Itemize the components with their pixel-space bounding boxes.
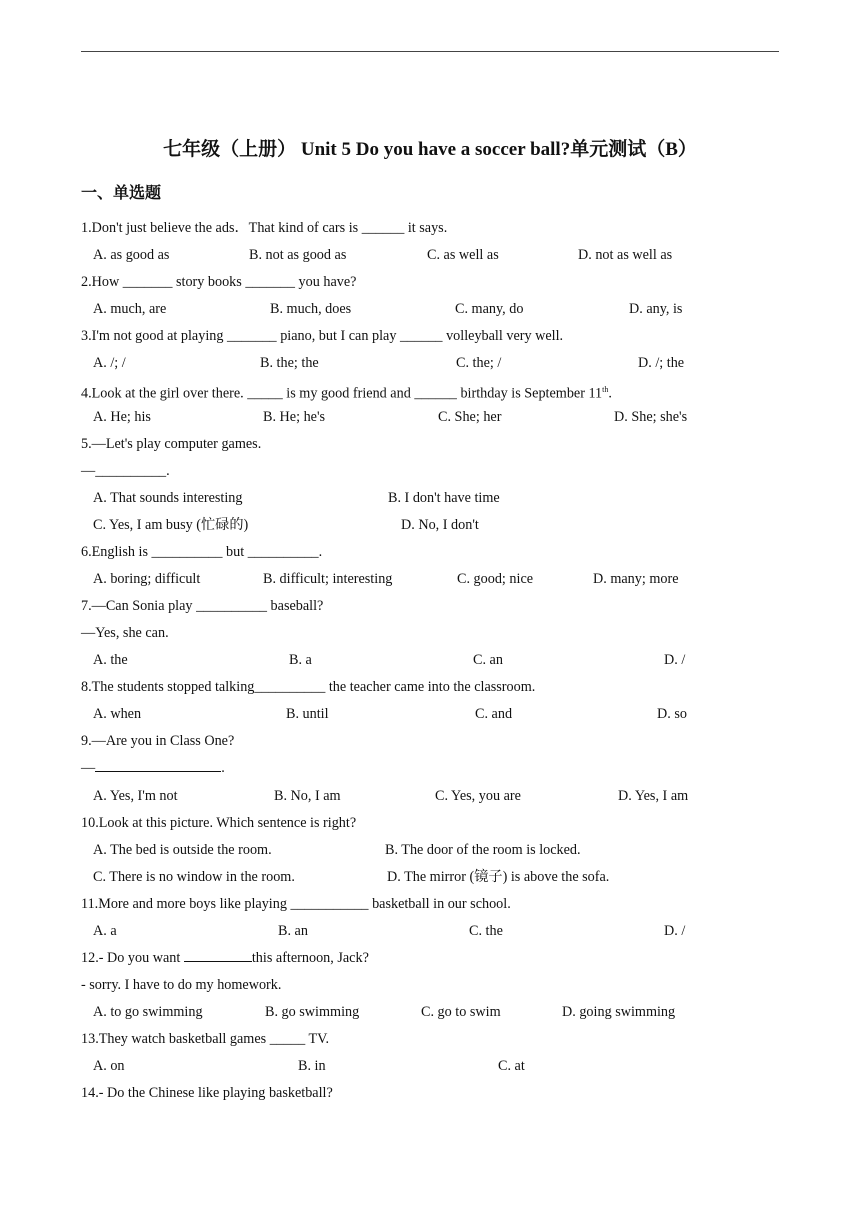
q6-option-d[interactable]: D. many; more — [593, 571, 679, 587]
q11-option-a[interactable]: A. a — [93, 923, 117, 939]
q7-option-b[interactable]: B. a — [289, 652, 312, 668]
question-14: 14.- Do the Chinese like playing basketball? — [81, 1085, 333, 1101]
q7-option-d[interactable]: D. / — [664, 652, 686, 668]
q11-option-c[interactable]: C. the — [469, 923, 503, 939]
q6-option-b[interactable]: B. difficult; interesting — [263, 571, 393, 587]
q2-option-a[interactable]: A. much, are — [93, 301, 167, 317]
q7-option-a[interactable]: A. the — [93, 652, 128, 668]
section-heading: 一、单选题 — [81, 183, 162, 202]
q5-option-d[interactable]: D. No, I don't — [401, 517, 479, 533]
q3-option-c[interactable]: C. the; / — [456, 355, 502, 371]
page-title: 七年级（上册） Unit 5 Do you have a soccer ball?单元测试（B） — [163, 139, 697, 160]
q2-option-c[interactable]: C. many, do — [455, 301, 524, 317]
q12-option-c[interactable]: C. go to swim — [421, 1004, 501, 1020]
q3-option-a[interactable]: A. /; / — [93, 355, 126, 371]
q6-option-c[interactable]: C. good; nice — [457, 571, 534, 587]
q13-option-a[interactable]: A. on — [93, 1058, 125, 1074]
question-4: 4.Look at the girl over there. _____ is my good friend and ______ birthday is September 11th. — [81, 385, 612, 402]
q9-option-b[interactable]: B. No, I am — [274, 788, 341, 804]
question-13: 13.They watch basketball games _____ TV. — [81, 1031, 330, 1047]
question-8: 8.The students stopped talking__________ the teacher came into the classroom. — [81, 679, 536, 695]
q9-option-a[interactable]: A. Yes, I'm not — [93, 788, 178, 804]
answer-blank — [95, 758, 221, 772]
q13-option-c[interactable]: C. at — [498, 1058, 525, 1074]
q1-option-c[interactable]: C. as well as — [427, 247, 499, 263]
q12-option-d[interactable]: D. going swimming — [562, 1004, 676, 1020]
q12-option-a[interactable]: A. to go swimming — [93, 1004, 203, 1020]
q10-option-d[interactable]: D. The mirror (镜子) is above the sofa. — [387, 869, 610, 885]
question-12: 12.- Do you want this afternoon, Jack? — [81, 950, 369, 966]
q8-option-b[interactable]: B. until — [286, 706, 329, 722]
question-9-answer-line: — . — [81, 760, 225, 776]
question-12-answer-line: - sorry. I have to do my homework. — [81, 977, 282, 993]
q2-option-d[interactable]: D. any, is — [629, 301, 683, 317]
question-1: 1.Don't just believe the ads．That kind of cars is ______ it says. — [81, 220, 448, 236]
q1-option-b[interactable]: B. not as good as — [249, 247, 347, 263]
q3-option-d[interactable]: D. /; the — [638, 355, 685, 371]
header-rule — [81, 51, 779, 52]
q10-option-a[interactable]: A. The bed is outside the room. — [93, 842, 272, 858]
question-5-answer-line: —__________. — [81, 463, 170, 479]
q6-option-a[interactable]: A. boring; difficult — [93, 571, 201, 587]
question-10: 10.Look at this picture. Which sentence is right? — [81, 815, 357, 831]
q5-option-b[interactable]: B. I don't have time — [388, 490, 500, 506]
q9-option-d[interactable]: D. Yes, I am — [618, 788, 689, 804]
q4-option-c[interactable]: C. She; her — [438, 409, 502, 425]
question-5: 5.—Let's play computer games. — [81, 436, 262, 452]
question-11: 11.More and more boys like playing ___________ basketball in our school. — [81, 896, 511, 912]
q5-option-c[interactable]: C. Yes, I am busy (忙碌的) — [93, 517, 249, 533]
q4-option-b[interactable]: B. He; he's — [263, 409, 326, 425]
q10-option-c[interactable]: C. There is no window in the room. — [93, 869, 295, 885]
q13-option-b[interactable]: B. in — [298, 1058, 326, 1074]
q8-option-d[interactable]: D. so — [657, 706, 687, 722]
q9-option-c[interactable]: C. Yes, you are — [435, 788, 521, 804]
q1-option-a[interactable]: A. as good as — [93, 247, 170, 263]
q11-option-d[interactable]: D. / — [664, 923, 686, 939]
answer-blank — [184, 948, 252, 962]
question-2: 2.How _______ story books _______ you have? — [81, 274, 357, 290]
q1-option-d[interactable]: D. not as well as — [578, 247, 673, 263]
q12-option-b[interactable]: B. go swimming — [265, 1004, 360, 1020]
question-6: 6.English is __________ but __________. — [81, 544, 323, 560]
q3-option-b[interactable]: B. the; the — [260, 355, 319, 371]
q7-option-c[interactable]: C. an — [473, 652, 503, 668]
question-7-answer-line: —Yes, she can. — [81, 625, 169, 641]
q8-option-c[interactable]: C. and — [475, 706, 513, 722]
question-7: 7.—Can Sonia play __________ baseball? — [81, 598, 324, 614]
q10-option-b[interactable]: B. The door of the room is locked. — [385, 842, 581, 858]
q8-option-a[interactable]: A. when — [93, 706, 142, 722]
q11-option-b[interactable]: B. an — [278, 923, 308, 939]
q4-option-d[interactable]: D. She; she's — [614, 409, 688, 425]
q5-option-a[interactable]: A. That sounds interesting — [93, 490, 243, 506]
q4-option-a[interactable]: A. He; his — [93, 409, 151, 425]
question-9: 9.—Are you in Class One? — [81, 733, 235, 749]
q2-option-b[interactable]: B. much, does — [270, 301, 352, 317]
question-3: 3.I'm not good at playing _______ piano, but I can play ______ volleyball very well. — [81, 328, 564, 344]
